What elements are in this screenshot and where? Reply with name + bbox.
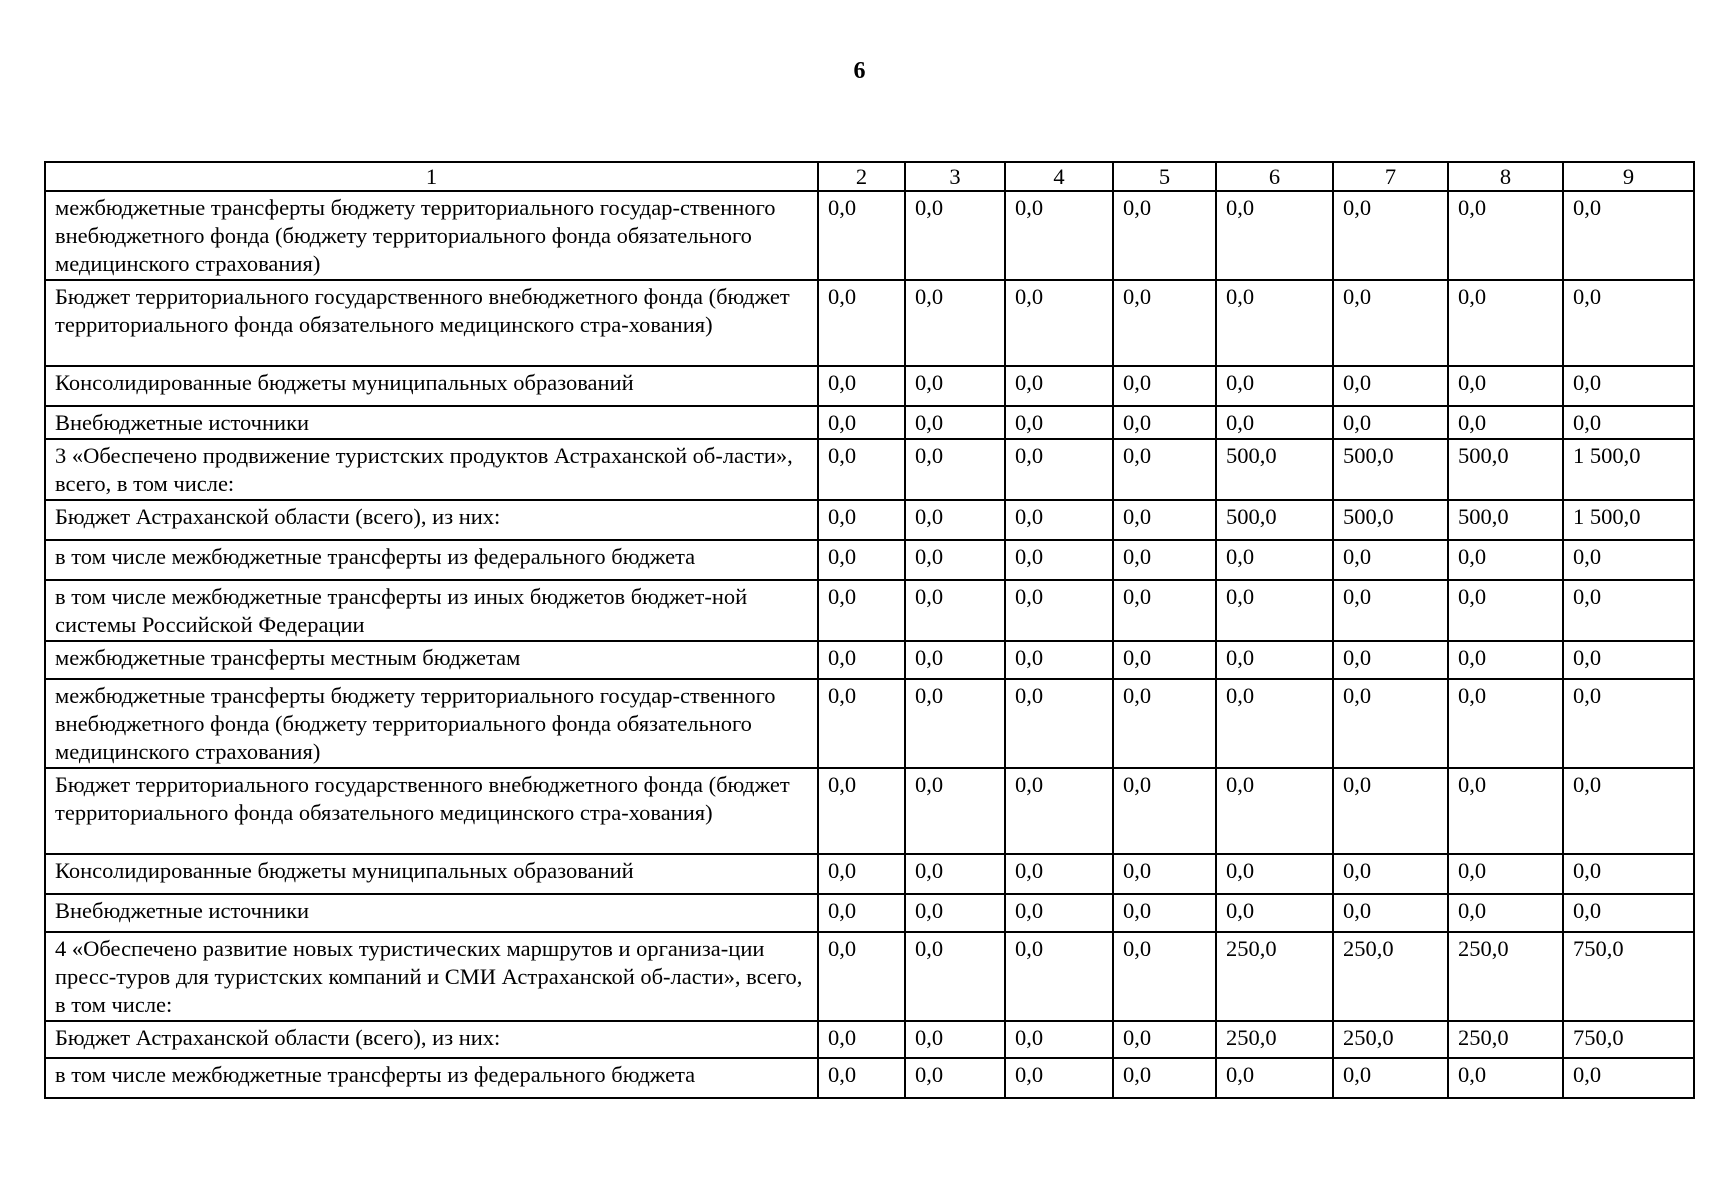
cell-value: 0,0 — [1448, 854, 1563, 894]
column-header: 3 — [905, 162, 1005, 191]
cell-value: 0,0 — [1005, 932, 1113, 1021]
cell-value: 0,0 — [1333, 580, 1448, 641]
cell-value: 0,0 — [1005, 1058, 1113, 1098]
cell-value: 750,0 — [1563, 1021, 1694, 1058]
cell-value: 500,0 — [1216, 439, 1333, 500]
cell-value: 0,0 — [1113, 641, 1216, 679]
cell-value: 0,0 — [1448, 540, 1563, 580]
cell-value: 0,0 — [818, 679, 905, 768]
table-row — [45, 641, 1694, 679]
cell-value: 0,0 — [1448, 191, 1563, 280]
cell-value: 0,0 — [818, 280, 905, 366]
cell-value: 0,0 — [1113, 894, 1216, 932]
budget-table-container — [44, 161, 1693, 1099]
cell-value: 0,0 — [1448, 679, 1563, 768]
cell-value: 0,0 — [1216, 768, 1333, 854]
table-row — [45, 540, 1694, 580]
cell-value: 0,0 — [1005, 406, 1113, 439]
row-label: межбюджетные трансферты бюджету территориального государ-ственного внебюджетного фонда (бюджету территориального фонда обязательного медицинского страхования) — [45, 679, 818, 768]
cell-value: 0,0 — [1005, 641, 1113, 679]
table-row — [45, 580, 1694, 641]
cell-value: 0,0 — [1563, 540, 1694, 580]
cell-value: 500,0 — [1216, 500, 1333, 540]
table-row — [45, 500, 1694, 540]
cell-value: 0,0 — [818, 540, 905, 580]
cell-value: 0,0 — [1563, 191, 1694, 280]
column-header: 9 — [1563, 162, 1694, 191]
column-header: 6 — [1216, 162, 1333, 191]
cell-value: 0,0 — [905, 540, 1005, 580]
cell-value: 0,0 — [905, 932, 1005, 1021]
cell-value: 0,0 — [818, 894, 905, 932]
cell-value: 0,0 — [905, 894, 1005, 932]
cell-value: 0,0 — [1448, 406, 1563, 439]
cell-value: 0,0 — [1333, 641, 1448, 679]
cell-value: 0,0 — [905, 768, 1005, 854]
cell-value: 0,0 — [1216, 641, 1333, 679]
table-header-row — [45, 162, 1694, 191]
table-row — [45, 191, 1694, 280]
cell-value: 0,0 — [1216, 406, 1333, 439]
row-label: Внебюджетные источники — [45, 894, 818, 932]
cell-value: 0,0 — [1113, 580, 1216, 641]
cell-value: 0,0 — [905, 679, 1005, 768]
cell-value: 0,0 — [1333, 854, 1448, 894]
cell-value: 0,0 — [1216, 366, 1333, 406]
column-header: 1 — [45, 162, 818, 191]
cell-value: 0,0 — [1216, 894, 1333, 932]
cell-value: 0,0 — [1005, 894, 1113, 932]
cell-value: 250,0 — [1448, 932, 1563, 1021]
cell-value: 0,0 — [905, 641, 1005, 679]
row-label: Бюджет территориального государственного внебюджетного фонда (бюджет территориального фонда обязательного медицинского стра-хования) — [45, 280, 818, 366]
cell-value: 0,0 — [1216, 854, 1333, 894]
cell-value: 0,0 — [1216, 191, 1333, 280]
row-label: 4 «Обеспечено развитие новых туристических маршрутов и организа-ции пресс-туров для туристских компаний и СМИ Астраханской об-ласти», всего, в том числе: — [45, 932, 818, 1021]
row-label: Бюджет Астраханской области (всего), из них: — [45, 500, 818, 540]
cell-value: 0,0 — [1333, 280, 1448, 366]
cell-value: 0,0 — [905, 500, 1005, 540]
cell-value: 0,0 — [1113, 1058, 1216, 1098]
table-row — [45, 366, 1694, 406]
cell-value: 500,0 — [1333, 500, 1448, 540]
table-row — [45, 439, 1694, 500]
cell-value: 0,0 — [1005, 580, 1113, 641]
cell-value: 0,0 — [905, 1021, 1005, 1058]
cell-value: 0,0 — [1113, 280, 1216, 366]
cell-value: 0,0 — [1563, 768, 1694, 854]
cell-value: 0,0 — [905, 366, 1005, 406]
cell-value: 0,0 — [1448, 280, 1563, 366]
cell-value: 0,0 — [1448, 641, 1563, 679]
table-row — [45, 1021, 1694, 1058]
cell-value: 250,0 — [1333, 932, 1448, 1021]
cell-value: 0,0 — [1113, 191, 1216, 280]
cell-value: 250,0 — [1448, 1021, 1563, 1058]
cell-value: 0,0 — [1563, 280, 1694, 366]
cell-value: 0,0 — [818, 500, 905, 540]
cell-value: 0,0 — [1005, 1021, 1113, 1058]
cell-value: 0,0 — [1005, 439, 1113, 500]
cell-value: 0,0 — [818, 406, 905, 439]
column-header: 8 — [1448, 162, 1563, 191]
cell-value: 0,0 — [1216, 280, 1333, 366]
page-number: 6 — [853, 58, 866, 84]
cell-value: 500,0 — [1448, 439, 1563, 500]
cell-value: 0,0 — [1563, 679, 1694, 768]
cell-value: 0,0 — [1005, 679, 1113, 768]
table-row — [45, 1058, 1694, 1098]
row-label: межбюджетные трансферты местным бюджетам — [45, 641, 818, 679]
row-label: Бюджет Астраханской области (всего), из них: — [45, 1021, 818, 1058]
cell-value: 0,0 — [1216, 580, 1333, 641]
cell-value: 0,0 — [818, 854, 905, 894]
cell-value: 0,0 — [1113, 932, 1216, 1021]
cell-value: 0,0 — [905, 580, 1005, 641]
cell-value: 0,0 — [818, 439, 905, 500]
cell-value: 0,0 — [1333, 1058, 1448, 1098]
cell-value: 0,0 — [1448, 894, 1563, 932]
cell-value: 0,0 — [1113, 500, 1216, 540]
cell-value: 0,0 — [1333, 540, 1448, 580]
cell-value: 500,0 — [1333, 439, 1448, 500]
table-row — [45, 768, 1694, 854]
cell-value: 0,0 — [1448, 580, 1563, 641]
cell-value: 0,0 — [1563, 366, 1694, 406]
cell-value: 0,0 — [1333, 191, 1448, 280]
cell-value: 0,0 — [1563, 406, 1694, 439]
cell-value: 0,0 — [1005, 191, 1113, 280]
cell-value: 0,0 — [1113, 854, 1216, 894]
cell-value: 0,0 — [1216, 679, 1333, 768]
row-label: Бюджет территориального государственного внебюджетного фонда (бюджет территориального фонда обязательного медицинского стра-хования) — [45, 768, 818, 854]
budget-table — [44, 161, 1695, 1099]
cell-value: 0,0 — [1113, 768, 1216, 854]
cell-value: 0,0 — [1448, 1058, 1563, 1098]
table-row — [45, 280, 1694, 366]
cell-value: 0,0 — [905, 191, 1005, 280]
cell-value: 0,0 — [1216, 540, 1333, 580]
cell-value: 0,0 — [818, 191, 905, 280]
cell-value: 0,0 — [818, 580, 905, 641]
cell-value: 0,0 — [1333, 366, 1448, 406]
cell-value: 250,0 — [1216, 1021, 1333, 1058]
table-row — [45, 406, 1694, 439]
cell-value: 0,0 — [1113, 1021, 1216, 1058]
row-label: межбюджетные трансферты бюджету территориального государ-ственного внебюджетного фонда (бюджету территориального фонда обязательного медицинского страхования) — [45, 191, 818, 280]
cell-value: 0,0 — [1113, 406, 1216, 439]
cell-value: 0,0 — [905, 406, 1005, 439]
cell-value: 0,0 — [905, 280, 1005, 366]
cell-value: 0,0 — [818, 641, 905, 679]
cell-value: 0,0 — [818, 768, 905, 854]
cell-value: 0,0 — [1113, 366, 1216, 406]
cell-value: 0,0 — [1333, 406, 1448, 439]
row-label: Консолидированные бюджеты муниципальных образований — [45, 854, 818, 894]
cell-value: 0,0 — [1113, 540, 1216, 580]
row-label: 3 «Обеспечено продвижение туристских продуктов Астраханской об-ласти», всего, в том числе: — [45, 439, 818, 500]
cell-value: 0,0 — [1005, 280, 1113, 366]
column-header: 7 — [1333, 162, 1448, 191]
row-label: в том числе межбюджетные трансферты из федерального бюджета — [45, 1058, 818, 1098]
cell-value: 0,0 — [1333, 679, 1448, 768]
cell-value: 0,0 — [1113, 679, 1216, 768]
cell-value: 0,0 — [818, 1058, 905, 1098]
cell-value: 0,0 — [1005, 366, 1113, 406]
row-label: в том числе межбюджетные трансферты из федерального бюджета — [45, 540, 818, 580]
cell-value: 250,0 — [1216, 932, 1333, 1021]
cell-value: 0,0 — [905, 439, 1005, 500]
cell-value: 500,0 — [1448, 500, 1563, 540]
cell-value: 0,0 — [1563, 1058, 1694, 1098]
cell-value: 0,0 — [1333, 894, 1448, 932]
cell-value: 0,0 — [818, 932, 905, 1021]
cell-value: 1 500,0 — [1563, 439, 1694, 500]
cell-value: 0,0 — [1563, 580, 1694, 641]
cell-value: 1 500,0 — [1563, 500, 1694, 540]
cell-value: 0,0 — [1333, 768, 1448, 854]
column-header: 4 — [1005, 162, 1113, 191]
row-label: Внебюджетные источники — [45, 406, 818, 439]
cell-value: 0,0 — [1563, 854, 1694, 894]
cell-value: 0,0 — [905, 854, 1005, 894]
cell-value: 0,0 — [1448, 768, 1563, 854]
row-label: в том числе межбюджетные трансферты из иных бюджетов бюджет-ной системы Российской Федерации — [45, 580, 818, 641]
cell-value: 0,0 — [1005, 540, 1113, 580]
cell-value: 0,0 — [1563, 894, 1694, 932]
cell-value: 0,0 — [1005, 500, 1113, 540]
cell-value: 250,0 — [1333, 1021, 1448, 1058]
column-header: 5 — [1113, 162, 1216, 191]
cell-value: 0,0 — [1216, 1058, 1333, 1098]
column-header: 2 — [818, 162, 905, 191]
table-row — [45, 894, 1694, 932]
table-row — [45, 854, 1694, 894]
table-row — [45, 679, 1694, 768]
cell-value: 0,0 — [1448, 366, 1563, 406]
table-row — [45, 932, 1694, 1021]
cell-value: 0,0 — [1005, 768, 1113, 854]
row-label: Консолидированные бюджеты муниципальных образований — [45, 366, 818, 406]
cell-value: 0,0 — [818, 366, 905, 406]
cell-value: 0,0 — [818, 1021, 905, 1058]
cell-value: 0,0 — [1113, 439, 1216, 500]
table-body — [45, 191, 1694, 1098]
cell-value: 0,0 — [905, 1058, 1005, 1098]
cell-value: 0,0 — [1005, 854, 1113, 894]
cell-value: 750,0 — [1563, 932, 1694, 1021]
cell-value: 0,0 — [1563, 641, 1694, 679]
